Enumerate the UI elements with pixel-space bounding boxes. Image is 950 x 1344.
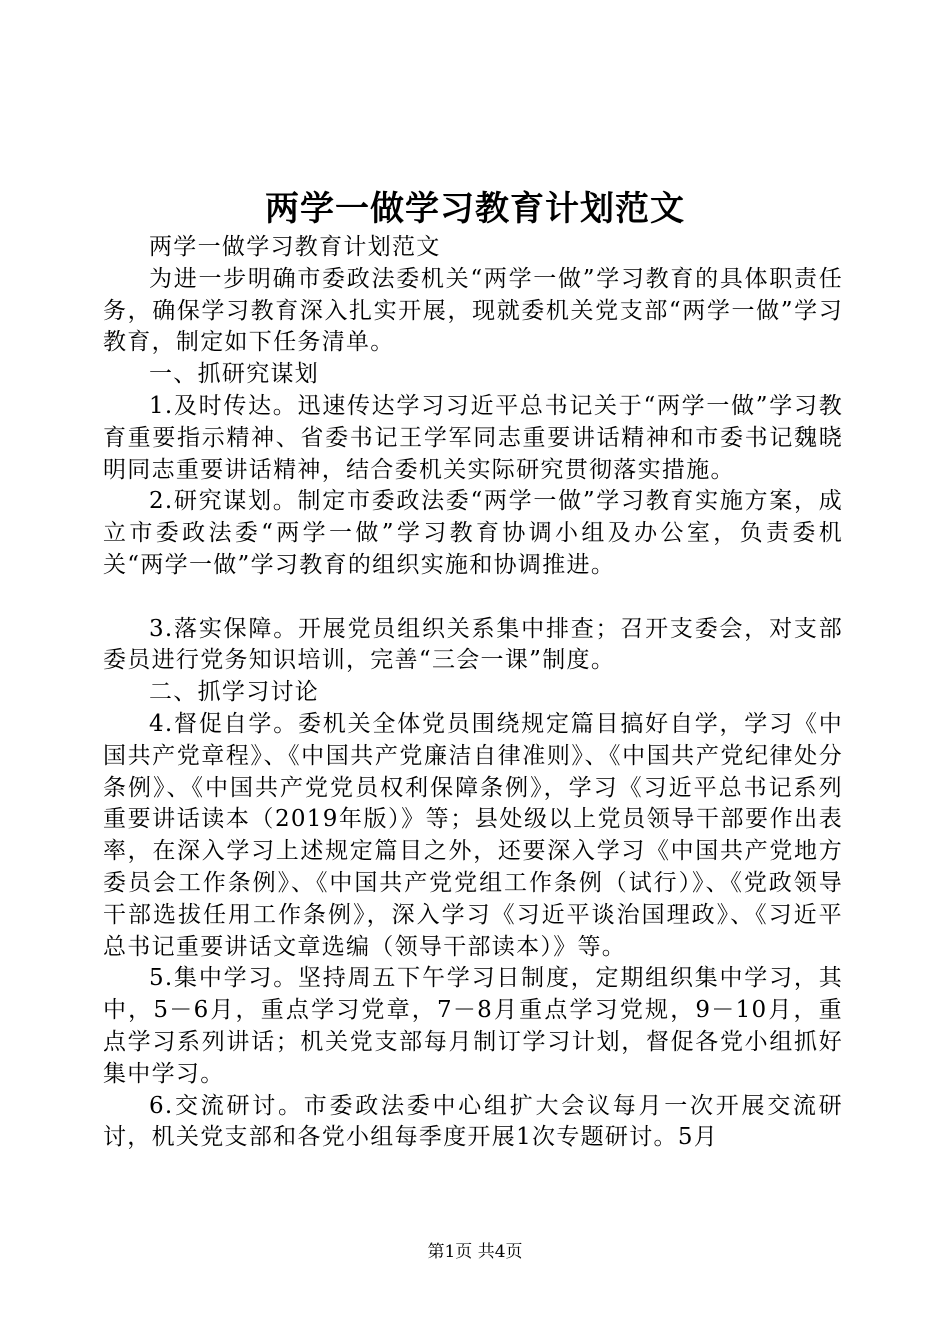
- paragraph-subtitle: 两学一做学习教育计划范文: [149, 234, 441, 260]
- paragraph-item-5: 5.集中学习。坚持周五下午学习日制度，定期组织集中学习，其中，5－6月，重点学习党章，7－8月重点学习党规，9－10月，重点学习系列讲话；机关党支部每月制订学习计划，督促各党小组抓好集中学习。: [103, 965, 843, 1087]
- page-number-footer: 第1页 共4页: [427, 1242, 523, 1262]
- paragraph-item-3: 3.落实保障。开展党员组织关系集中排查；召开支委会，对支部委员进行党务知识培训，完善“三会一课”制度。: [103, 615, 843, 674]
- section-heading-research: 一、抓研究谋划: [149, 361, 320, 388]
- document-body: [103, 232, 843, 1154]
- paragraph-item-4: 4.督促自学。委机关全体党员围绕规定篇目搞好自学，学习《中国共产党章程》、《中国共产党廉洁自律准则》、《中国共产党纪律处分条例》、《中国共产党党员权利保障条例》，学习《习近平总书记系列重要讲话读本（2019年版）》等；县处级以上党员领导干部要作出表率，在深入学习上述规定篇目之外，还要深入学习《中国共产党地方委员会工作条例》、《中国共产党党组工作条例（试行）》、《党政领导干部选拔任用工作条例》，深入学习《习近平谈治国理政》、《习近平总书记重要讲话文章选编（领导干部读本）》等。: [103, 710, 843, 960]
- section-heading-study: 二、抓学习讨论: [149, 679, 320, 706]
- paragraph-item-2: 2.研究谋划。制定市委政法委“两学一做”学习教育实施方案，成立市委政法委“两学一做”学习教育协调小组及办公室，负责委机关“两学一做”学习教育的组织实施和协调推进。: [103, 488, 843, 578]
- document-title: 两学一做学习教育计划范文: [265, 189, 685, 229]
- paragraph-intro: 为进一步明确市委政法委机关“两学一做”学习教育的具体职责任务，确保学习教育深入扎实开展，现就委机关党支部“两学一做”学习教育，制定如下任务清单。: [103, 265, 843, 356]
- paragraph-item-1: 1.及时传达。迅速传达学习习近平总书记关于“两学一做”学习教育重要指示精神、省委书记王学军同志重要讲话精神和市委书记魏晓明同志重要讲话精神，结合委机关实际研究贯彻落实措施。: [103, 392, 843, 483]
- paragraph-item-6: 6.交流研讨。市委政法委中心组扩大会议每月一次开展交流研讨，机关党支部和各党小组每季度开展1次专题研讨。5月: [103, 1092, 843, 1151]
